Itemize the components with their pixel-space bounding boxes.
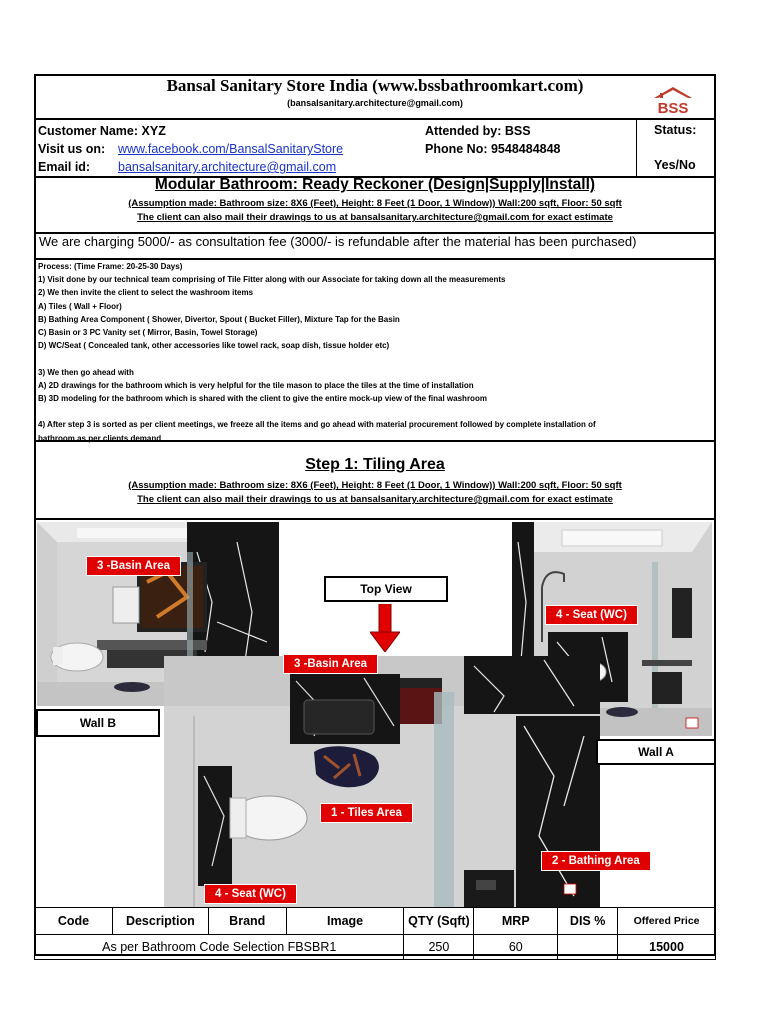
- label-tiles-area: 1 - Tiles Area: [320, 803, 413, 823]
- col-image: Image: [286, 908, 404, 935]
- table-row: [35, 935, 716, 960]
- pricing-table: [34, 907, 716, 960]
- top-view-render: [164, 656, 600, 908]
- process-line: [38, 405, 714, 418]
- process-line: 2) We then invite the client to select the washroom items: [38, 288, 254, 298]
- process-line: Process: (Time Frame: 20-25-30 Days): [38, 262, 183, 271]
- col-code: Code: [35, 908, 113, 935]
- col-qty: QTY (Sqft): [404, 908, 474, 935]
- store-title: Bansal Sanitary Store India (www.bssbathroomkart.com): [166, 76, 584, 95]
- process-line: [38, 352, 714, 365]
- process-list: [38, 260, 714, 445]
- row-mrp: 60: [474, 935, 558, 960]
- facebook-link[interactable]: www.facebook.com/BansalSanitaryStore: [118, 142, 344, 156]
- status-label: Status:: [654, 123, 697, 137]
- customer-name-label: Customer Name:: [38, 124, 139, 138]
- customer-name-value: XYZ: [141, 124, 166, 138]
- process-line: A) 2D drawings for the bathroom which is very helpful for the tile mason to place the tiles at the time of installation: [38, 380, 474, 390]
- visit-us-label: Visit us on:: [38, 142, 106, 156]
- process-line: 1) Visit done by our technical team comprising of Tile Fitter along with our Associate for taking down all the measurements: [38, 275, 506, 285]
- phone-label: Phone No:: [425, 142, 488, 156]
- table-header-row: [35, 908, 716, 935]
- row-description: As per Bathroom Code Selection FBSBR1: [35, 935, 404, 960]
- attended-by-label: Attended by:: [425, 124, 502, 138]
- store-email-sub: (bansalsanitary.architecture@gmail.com): [287, 98, 463, 108]
- col-mrp: MRP: [474, 908, 558, 935]
- attended-by: [425, 124, 531, 138]
- label-seat-wc-right: 4 - Seat (WC): [545, 605, 638, 625]
- process-line: 4) After step 3 is sorted as per client meetings, we freeze all the items and go ahead with material procurement followed by complete installation of: [38, 420, 596, 430]
- attended-by-value: BSS: [504, 124, 531, 138]
- phone-number: [425, 142, 561, 156]
- col-description: Description: [112, 908, 208, 935]
- down-arrow-icon: [370, 604, 400, 657]
- row-dis: [558, 935, 618, 960]
- label-wall-b: Wall B: [36, 709, 160, 737]
- row-offered-price: 15000: [618, 935, 716, 960]
- customer-name: [38, 124, 166, 138]
- col-brand: Brand: [208, 908, 286, 935]
- svg-text:BSS: BSS: [657, 100, 689, 117]
- process-line: D) WC/Seat ( Concealed tank, other accessories like towel rack, soap dish, tissue holder etc): [38, 341, 390, 351]
- step1-assumption: (Assumption made: Bathroom size: 8X6 (Feet), Height: 8 Feet (1 Door, 1 Window)) Wall:200 sqft, Floor: 50 sqft: [128, 480, 622, 491]
- modular-assumption: (Assumption made: Bathroom size: 8X6 (Feet), Height: 8 Feet (1 Door, 1 Window)) Wall:200 sqft, Floor: 50 sqft: [128, 198, 622, 209]
- label-seat-wc-bottom: 4 - Seat (WC): [204, 884, 297, 904]
- email-link[interactable]: bansalsanitary.architecture@gmail.com: [118, 160, 337, 174]
- label-bathing-area: 2 - Bathing Area: [541, 851, 651, 871]
- step1-client-note: The client can also mail their drawings to us at bansalsanitary.architecture@gmail.com for exact estimate: [137, 494, 613, 505]
- process-line: B) Bathing Area Component ( Shower, Divertor, Spout ( Bucket Filler), Mixture Tap for the Basin: [38, 314, 400, 324]
- label-basin-area-left: 3 -Basin Area: [86, 556, 181, 576]
- col-dis: DIS %: [558, 908, 618, 935]
- process-line: C) Basin or 3 PC Vanity set ( Mirror, Basin, Towel Storage): [38, 328, 258, 338]
- label-top-view: Top View: [324, 576, 448, 602]
- phone-value: 9548484848: [490, 142, 561, 156]
- process-line: A) Tiles ( Wall + Floor): [38, 301, 122, 311]
- step1-title: Step 1: Tiling Area: [305, 456, 445, 473]
- label-basin-area-center: 3 -Basin Area: [283, 654, 378, 674]
- email-label: Email id:: [38, 160, 91, 174]
- modular-client-note: The client can also mail their drawings to us at bansalsanitary.architecture@gmail.com for exact estimate: [137, 212, 613, 223]
- process-line: bathroom as per clients demand: [38, 433, 162, 443]
- label-wall-a: Wall A: [596, 739, 716, 765]
- status-value: Yes/No: [654, 158, 696, 172]
- consultation-fee: We are charging 5000/- as consultation fee (3000/- is refundable after the material has been purchased): [39, 234, 637, 249]
- row-qty: 250: [404, 935, 474, 960]
- process-line: B) 3D modeling for the bathroom which is shared with the client to give the entire mock-up view of the final washroom: [38, 394, 487, 404]
- modular-title: Modular Bathroom: Ready Reckoner (Design|Supply|Install): [154, 176, 596, 193]
- bss-logo: [650, 84, 696, 118]
- process-line: 3) We then go ahead with: [38, 367, 134, 377]
- col-offered-price: Offered Price: [618, 908, 716, 935]
